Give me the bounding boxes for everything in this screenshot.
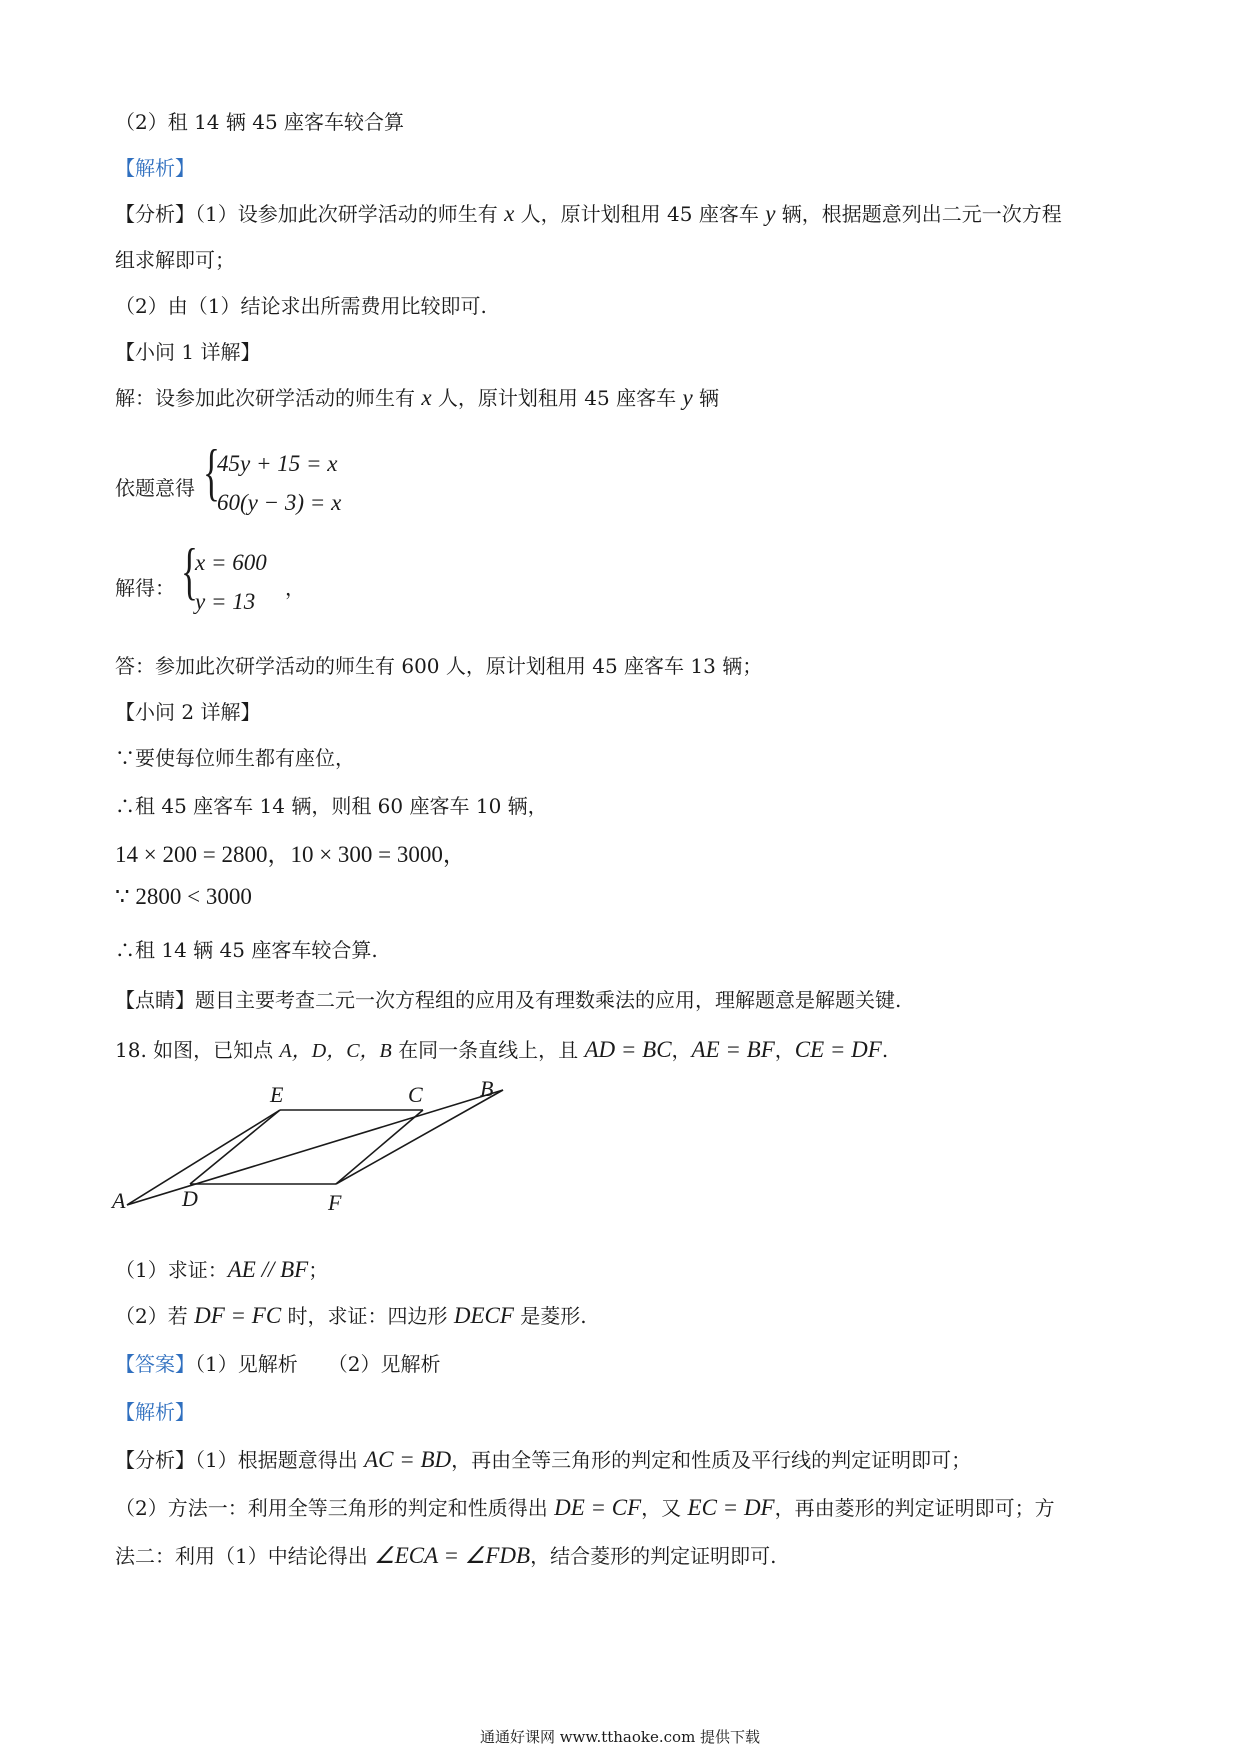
condition-2: AE = BF xyxy=(691,1037,775,1062)
line-ED xyxy=(190,1110,280,1184)
text: ，再由全等三角形的判定和性质及平行线的判定证明即可； xyxy=(451,1448,972,1472)
line-CF xyxy=(336,1110,423,1184)
math: AE // BF xyxy=(227,1257,309,1282)
text: （2）若 xyxy=(115,1304,195,1328)
text: ； xyxy=(308,1258,329,1282)
q2-conclusion: ∴租 14 辆 45 座客车较合算. xyxy=(115,938,378,962)
text: 辆 xyxy=(692,386,720,410)
text: 【分析】（1）根据题意得出 xyxy=(115,1448,365,1472)
answer-line xyxy=(115,1348,440,1377)
var-y: y xyxy=(765,201,776,226)
label-E: E xyxy=(270,1082,284,1107)
text: 【分析】（1）设参加此次研学活动的师生有 xyxy=(115,202,505,226)
label-D: D xyxy=(182,1186,198,1210)
text: （1）见解析 （2）见解析 xyxy=(195,1352,441,1376)
label-F: F xyxy=(328,1190,342,1210)
q1-header: 【小问 1 详解】 xyxy=(115,340,261,364)
text: ，结合菱形的判定证明即可. xyxy=(530,1544,777,1568)
solution-1: x = 600 xyxy=(195,550,267,575)
q2-step-1: ∵要使每位师生都有座位， xyxy=(115,746,355,770)
dianjing: 【点睛】题目主要考查二元一次方程组的应用及有理数乘法的应用，理解题意是解题关键. xyxy=(115,988,902,1012)
equation-2: 60(y − 3) = x xyxy=(217,490,342,515)
points: A，D，C，B xyxy=(279,1040,392,1062)
text: （1）求证： xyxy=(115,1258,228,1282)
var-x: x xyxy=(421,385,432,410)
label-B: B xyxy=(480,1076,494,1101)
answer-1: 答：参加此次研学活动的师生有 600 人，原计划租用 45 座客车 13 辆； xyxy=(115,654,763,678)
text: 时，求证：四边形 xyxy=(281,1304,454,1328)
text: 法二：利用（1）中结论得出 xyxy=(115,1544,375,1568)
var-y: y xyxy=(682,385,693,410)
text: 是菱形. xyxy=(513,1304,587,1328)
footer: 通通好课网 www.tthaoke.com 提供下载 xyxy=(479,1728,761,1746)
jiexi-tag: 【解析】 xyxy=(115,156,195,180)
q2-step-3: 14 × 200 = 2800，10 × 300 = 3000， xyxy=(115,842,466,867)
analysis-2-line-1 xyxy=(115,1444,971,1473)
math: EC = DF xyxy=(687,1495,775,1520)
math: AC = BD xyxy=(364,1447,452,1472)
problem-18-part-1 xyxy=(115,1254,328,1283)
text: 18. 如图，已知点 xyxy=(115,1038,280,1062)
analysis-line-2: 组求解即可； xyxy=(115,248,235,272)
yitiyi-label: 依题意得 xyxy=(115,476,195,500)
brace-icon: { xyxy=(203,436,220,507)
q2-step-4: ∵ 2800 < 3000 xyxy=(115,884,252,909)
label-C: C xyxy=(408,1082,423,1107)
analysis-2-line-3 xyxy=(115,1540,776,1569)
sep: ， xyxy=(671,1038,692,1062)
brace-icon: { xyxy=(181,535,198,606)
analysis-2-line-2 xyxy=(115,1492,1055,1521)
answer-tag: 【答案】 xyxy=(115,1352,195,1376)
q1-setup xyxy=(115,382,719,411)
q2-step-2: ∴租 45 座客车 14 辆，则租 60 座客车 10 辆， xyxy=(115,794,548,818)
text: 人，原计划租用 45 座客车 xyxy=(431,386,683,410)
analysis-line-1 xyxy=(115,198,1062,227)
text: 辆，根据题意列出二元一次方程 xyxy=(775,202,1062,226)
text: ，又 xyxy=(641,1496,688,1520)
geometry-figure xyxy=(110,1070,530,1210)
condition-3: CE = DF xyxy=(794,1037,882,1062)
solution-comma: ， xyxy=(285,576,305,600)
math: ∠ECA = ∠FDB xyxy=(374,1543,531,1568)
math: DE = CF xyxy=(554,1495,642,1520)
text: （2）方法一：利用全等三角形的判定和性质得出 xyxy=(115,1496,555,1520)
var-x: x xyxy=(504,201,515,226)
line-AE xyxy=(127,1110,280,1205)
equation-1: 45y + 15 = x xyxy=(217,451,338,476)
problem-18-part-2 xyxy=(115,1300,587,1329)
text: ，再由菱形的判定证明即可；方 xyxy=(774,1496,1055,1520)
text: 在同一条直线上，且 xyxy=(391,1038,585,1062)
jiexi-tag-2: 【解析】 xyxy=(115,1400,195,1424)
math: DF = FC xyxy=(194,1303,282,1328)
text: 解：设参加此次研学活动的师生有 xyxy=(115,386,422,410)
q2-header: 【小问 2 详解】 xyxy=(115,700,261,724)
answer-line-2: （2）租 14 辆 45 座客车较合算 xyxy=(115,110,405,134)
text: 人，原计划租用 45 座客车 xyxy=(514,202,766,226)
math: DECF xyxy=(453,1303,514,1328)
solution-2: y = 13 xyxy=(195,589,256,614)
condition-1: AD = BC xyxy=(584,1037,672,1062)
label-A: A xyxy=(112,1188,126,1210)
analysis-line-3: （2）由（1）结论求出所需费用比较即可. xyxy=(115,294,487,318)
problem-18 xyxy=(115,1034,888,1063)
jiede-label: 解得： xyxy=(115,576,175,600)
sep: ， xyxy=(774,1038,795,1062)
period: . xyxy=(881,1038,889,1062)
